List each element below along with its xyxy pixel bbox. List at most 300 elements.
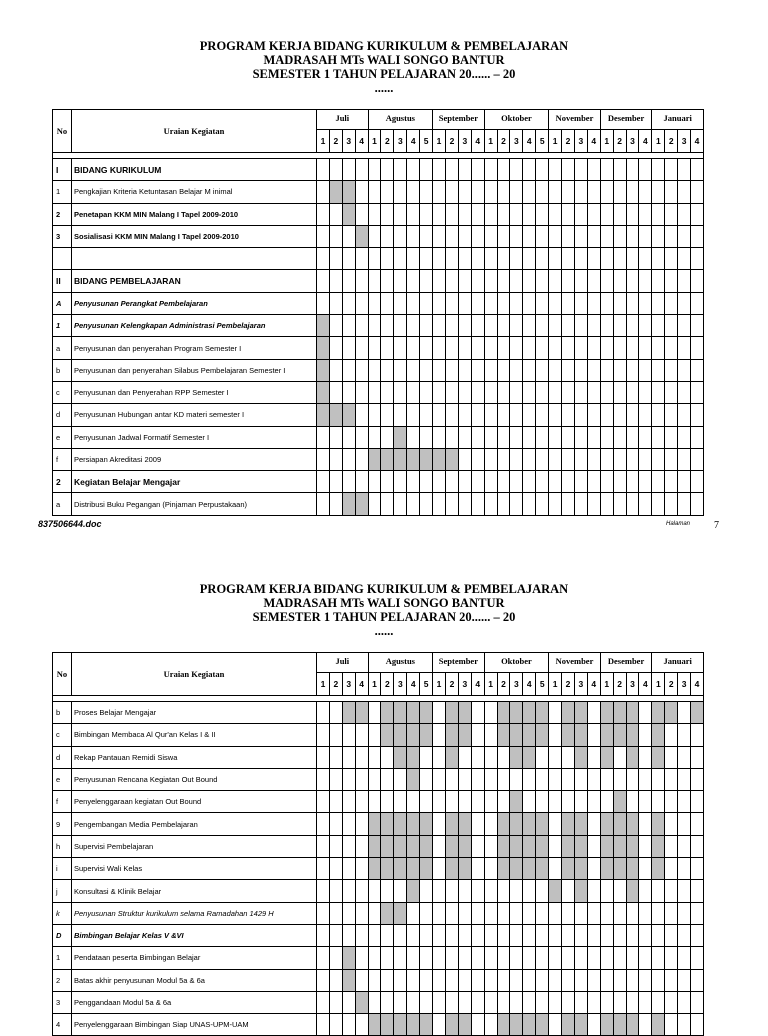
schedule-cell (678, 337, 691, 359)
document-title-line-4: ...... (374, 624, 394, 638)
schedule-cell (381, 381, 394, 403)
schedule-cell (445, 159, 458, 181)
schedule-cell-filled (600, 702, 613, 724)
activity-description: Penyelenggaraan Bimbingan Siap UNAS-UPM-UAM (72, 1014, 317, 1036)
schedule-cell-filled (652, 746, 665, 768)
column-header-uraian: Uraian Kegiatan (72, 110, 317, 153)
schedule-cell-filled (445, 702, 458, 724)
schedule-cell-filled (445, 746, 458, 768)
schedule-cell (484, 493, 497, 515)
schedule-cell (394, 381, 407, 403)
schedule-cell-filled (407, 724, 420, 746)
schedule-cell (329, 702, 342, 724)
schedule-cell (497, 159, 510, 181)
schedule-cell (381, 947, 394, 969)
month-header: Januari (652, 653, 704, 673)
schedule-cell (562, 203, 575, 225)
schedule-cell-filled (368, 448, 381, 470)
schedule-cell (329, 969, 342, 991)
schedule-cell (665, 181, 678, 203)
schedule-cell (626, 203, 639, 225)
schedule-cell (536, 969, 549, 991)
schedule-cell (678, 381, 691, 403)
schedule-cell (652, 791, 665, 813)
schedule-cell (549, 493, 562, 515)
schedule-cell (329, 813, 342, 835)
schedule-cell (394, 203, 407, 225)
schedule-cell (458, 746, 471, 768)
schedule-cell (587, 471, 600, 493)
schedule-cell-filled (381, 835, 394, 857)
schedule-cell (613, 359, 626, 381)
schedule-cell-filled (420, 724, 433, 746)
schedule-cell-filled (433, 448, 446, 470)
schedule-cell-filled (562, 724, 575, 746)
row-number: c (53, 381, 72, 403)
schedule-cell (329, 924, 342, 946)
schedule-cell (484, 248, 497, 270)
schedule-cell (626, 471, 639, 493)
schedule-cell (420, 225, 433, 247)
week-header: 5 (420, 130, 433, 153)
schedule-cell (510, 315, 523, 337)
schedule-cell (536, 292, 549, 314)
week-header: 2 (497, 130, 510, 153)
schedule-cell (497, 225, 510, 247)
schedule-cell (691, 835, 704, 857)
schedule-cell (368, 947, 381, 969)
schedule-cell-filled (342, 181, 355, 203)
schedule-cell (536, 248, 549, 270)
schedule-cell (665, 159, 678, 181)
schedule-cell (613, 448, 626, 470)
week-header: 4 (523, 673, 536, 696)
schedule-cell (407, 203, 420, 225)
schedule-cell (678, 880, 691, 902)
schedule-cell (678, 493, 691, 515)
week-header: 1 (368, 673, 381, 696)
schedule-cell (523, 493, 536, 515)
week-header: 3 (574, 673, 587, 696)
schedule-cell (329, 1014, 342, 1036)
activity-description: Bimbingan Membaca Al Qur'an Kelas I & II (72, 724, 317, 746)
schedule-cell (613, 404, 626, 426)
schedule-cell (574, 270, 587, 292)
schedule-cell (613, 902, 626, 924)
schedule-cell-filled (407, 880, 420, 902)
schedule-cell (329, 880, 342, 902)
schedule-cell-filled (407, 746, 420, 768)
schedule-cell (678, 181, 691, 203)
schedule-cell (420, 270, 433, 292)
schedule-cell (445, 181, 458, 203)
schedule-cell (678, 426, 691, 448)
schedule-cell (497, 991, 510, 1013)
table-row (53, 359, 704, 381)
schedule-cell (497, 181, 510, 203)
row-number: 3 (53, 225, 72, 247)
schedule-cell (691, 181, 704, 203)
schedule-cell-filled (523, 702, 536, 724)
schedule-cell (600, 768, 613, 790)
schedule-cell (317, 969, 330, 991)
schedule-cell (600, 315, 613, 337)
schedule-cell (329, 426, 342, 448)
schedule-cell-filled (458, 835, 471, 857)
schedule-cell (497, 203, 510, 225)
schedule-cell (471, 270, 484, 292)
schedule-cell (665, 315, 678, 337)
schedule-cell (368, 791, 381, 813)
schedule-cell (484, 791, 497, 813)
schedule-cell (433, 991, 446, 1013)
schedule-cell (549, 947, 562, 969)
table-row (53, 404, 704, 426)
schedule-cell (626, 902, 639, 924)
row-number: 3 (53, 991, 72, 1013)
schedule-cell-filled (626, 702, 639, 724)
schedule-cell (549, 270, 562, 292)
schedule-cell-filled (536, 858, 549, 880)
schedule-cell (355, 1014, 368, 1036)
schedule-cell (433, 404, 446, 426)
schedule-cell (536, 471, 549, 493)
schedule-cell-filled (420, 858, 433, 880)
schedule-cell (368, 924, 381, 946)
schedule-cell (394, 248, 407, 270)
schedule-cell (691, 924, 704, 946)
schedule-cell (445, 969, 458, 991)
schedule-cell-filled (497, 858, 510, 880)
schedule-cell (355, 791, 368, 813)
schedule-cell (484, 858, 497, 880)
schedule-cell (691, 880, 704, 902)
schedule-cell-filled (342, 493, 355, 515)
schedule-cell (458, 791, 471, 813)
schedule-cell (665, 858, 678, 880)
schedule-cell-filled (510, 835, 523, 857)
schedule-cell (549, 768, 562, 790)
schedule-cell (691, 991, 704, 1013)
schedule-cell (652, 902, 665, 924)
schedule-cell (678, 813, 691, 835)
schedule-cell (497, 493, 510, 515)
schedule-cell (562, 270, 575, 292)
schedule-cell (626, 991, 639, 1013)
schedule-cell (471, 404, 484, 426)
schedule-cell (394, 947, 407, 969)
schedule-cell (574, 493, 587, 515)
activity-description: Pengkajian Kriteria Ketuntasan Belajar M inimal (72, 181, 317, 203)
schedule-cell (549, 337, 562, 359)
schedule-cell (368, 746, 381, 768)
schedule-cell (549, 448, 562, 470)
schedule-cell-filled (574, 1014, 587, 1036)
schedule-cell (458, 381, 471, 403)
row-number: 9 (53, 813, 72, 835)
schedule-cell-filled (445, 724, 458, 746)
week-header: 1 (317, 673, 330, 696)
schedule-cell (420, 924, 433, 946)
schedule-cell (381, 493, 394, 515)
schedule-cell (523, 902, 536, 924)
schedule-cell (665, 448, 678, 470)
schedule-cell (639, 768, 652, 790)
schedule-cell-filled (510, 858, 523, 880)
schedule-cell-filled (613, 702, 626, 724)
table-header-row-months (53, 110, 704, 130)
week-header: 3 (626, 673, 639, 696)
schedule-cell (355, 426, 368, 448)
table-row (53, 448, 704, 470)
week-header: 2 (329, 673, 342, 696)
schedule-cell (652, 426, 665, 448)
schedule-cell (613, 159, 626, 181)
schedule-cell (342, 381, 355, 403)
schedule-cell (355, 813, 368, 835)
schedule-cell-filled (523, 724, 536, 746)
schedule-cell (368, 969, 381, 991)
schedule-cell (665, 203, 678, 225)
row-number: j (53, 880, 72, 902)
schedule-cell (407, 159, 420, 181)
schedule-cell (368, 724, 381, 746)
schedule-cell (574, 969, 587, 991)
schedule-cell-filled (394, 746, 407, 768)
schedule-cell (317, 791, 330, 813)
schedule-cell (420, 359, 433, 381)
schedule-cell (407, 292, 420, 314)
schedule-cell-filled (562, 858, 575, 880)
schedule-cell-filled (407, 768, 420, 790)
schedule-cell (329, 359, 342, 381)
schedule-cell (665, 746, 678, 768)
schedule-cell (549, 813, 562, 835)
schedule-cell (665, 248, 678, 270)
schedule-cell-filled (368, 858, 381, 880)
table-row (53, 270, 704, 292)
schedule-cell (458, 225, 471, 247)
schedule-cell (652, 159, 665, 181)
schedule-cell (562, 791, 575, 813)
week-header: 4 (471, 130, 484, 153)
schedule-cell (574, 315, 587, 337)
schedule-cell (549, 471, 562, 493)
schedule-cell (445, 248, 458, 270)
schedule-cell (665, 791, 678, 813)
schedule-cell (407, 791, 420, 813)
schedule-cell-filled (445, 1014, 458, 1036)
schedule-cell-filled (407, 858, 420, 880)
schedule-cell-filled (394, 813, 407, 835)
schedule-cell (433, 159, 446, 181)
schedule-cell-filled (407, 835, 420, 857)
schedule-cell (317, 493, 330, 515)
schedule-cell-filled (381, 724, 394, 746)
schedule-cell (471, 381, 484, 403)
schedule-cell (317, 203, 330, 225)
schedule-cell (549, 248, 562, 270)
schedule-cell (329, 991, 342, 1013)
schedule-cell (433, 813, 446, 835)
schedule-cell (691, 969, 704, 991)
month-header: Juli (317, 653, 369, 673)
schedule-cell (394, 991, 407, 1013)
schedule-cell (626, 448, 639, 470)
activity-description: Penyusunan Kelengkapan Administrasi Pembelajaran (72, 315, 317, 337)
schedule-cell-filled (523, 746, 536, 768)
schedule-cell (355, 471, 368, 493)
schedule-cell-filled (381, 902, 394, 924)
schedule-cell (368, 270, 381, 292)
schedule-cell-filled (381, 1014, 394, 1036)
schedule-cell (342, 159, 355, 181)
schedule-cell (562, 337, 575, 359)
schedule-cell (626, 315, 639, 337)
schedule-cell (652, 315, 665, 337)
schedule-cell (652, 768, 665, 790)
week-header: 1 (433, 673, 446, 696)
schedule-cell (536, 924, 549, 946)
schedule-cell (523, 359, 536, 381)
activity-description: Penyelenggaraan kegiatan Out Bound (72, 791, 317, 813)
schedule-cell (381, 203, 394, 225)
schedule-cell (549, 746, 562, 768)
schedule-cell (562, 426, 575, 448)
schedule-cell (600, 181, 613, 203)
schedule-cell (678, 702, 691, 724)
schedule-cell (587, 902, 600, 924)
week-header: 3 (342, 673, 355, 696)
schedule-cell (600, 248, 613, 270)
schedule-cell-filled (368, 835, 381, 857)
schedule-cell (587, 426, 600, 448)
week-header: 4 (407, 130, 420, 153)
activity-description: Penyusunan Struktur kurikulum selama Ramadahan 1429 H (72, 902, 317, 924)
schedule-cell (613, 381, 626, 403)
schedule-cell (484, 337, 497, 359)
schedule-cell (420, 292, 433, 314)
table-row (53, 337, 704, 359)
schedule-cell (678, 746, 691, 768)
schedule-cell (420, 404, 433, 426)
schedule-cell (574, 924, 587, 946)
week-header: 2 (665, 130, 678, 153)
schedule-cell (626, 969, 639, 991)
schedule-cell (549, 225, 562, 247)
schedule-cell (342, 292, 355, 314)
schedule-cell (665, 426, 678, 448)
schedule-cell (536, 315, 549, 337)
schedule-cell (549, 404, 562, 426)
schedule-cell (523, 159, 536, 181)
schedule-cell (639, 448, 652, 470)
schedule-cell (497, 270, 510, 292)
schedule-cell (574, 203, 587, 225)
schedule-cell-filled (458, 724, 471, 746)
activity-description: Penyusunan Perangkat Pembelajaran (72, 292, 317, 314)
schedule-cell (639, 203, 652, 225)
schedule-cell (549, 381, 562, 403)
schedule-cell-filled (497, 813, 510, 835)
schedule-cell (665, 270, 678, 292)
schedule-cell (317, 724, 330, 746)
schedule-cell (355, 270, 368, 292)
week-header: 3 (510, 130, 523, 153)
schedule-cell (497, 471, 510, 493)
schedule-cell (342, 426, 355, 448)
schedule-cell (678, 902, 691, 924)
schedule-cell (342, 902, 355, 924)
schedule-cell (484, 969, 497, 991)
schedule-cell (355, 768, 368, 790)
schedule-cell (600, 337, 613, 359)
schedule-cell (471, 969, 484, 991)
schedule-cell (471, 746, 484, 768)
schedule-cell-filled (342, 203, 355, 225)
schedule-cell (523, 203, 536, 225)
schedule-cell (381, 404, 394, 426)
schedule-cell (458, 315, 471, 337)
schedule-cell (639, 292, 652, 314)
schedule-cell (355, 835, 368, 857)
schedule-cell (549, 902, 562, 924)
schedule-cell (329, 724, 342, 746)
schedule-cell (510, 991, 523, 1013)
schedule-cell (458, 404, 471, 426)
schedule-cell (497, 924, 510, 946)
schedule-cell (574, 947, 587, 969)
schedule-cell-filled (355, 493, 368, 515)
week-header: 2 (613, 130, 626, 153)
schedule-cell (368, 702, 381, 724)
schedule-cell (420, 337, 433, 359)
schedule-cell (639, 426, 652, 448)
schedule-cell (420, 248, 433, 270)
activity-description: Konsultasi & Klinik Belajar (72, 880, 317, 902)
schedule-cell (394, 337, 407, 359)
schedule-cell (626, 924, 639, 946)
schedule-cell (471, 835, 484, 857)
week-header: 2 (665, 673, 678, 696)
schedule-cell (562, 880, 575, 902)
schedule-cell (433, 471, 446, 493)
schedule-cell-filled (652, 702, 665, 724)
schedule-cell (407, 426, 420, 448)
schedule-cell (626, 337, 639, 359)
schedule-cell-filled (574, 724, 587, 746)
schedule-cell (317, 225, 330, 247)
schedule-cell-filled (420, 1014, 433, 1036)
schedule-cell-filled (445, 835, 458, 857)
schedule-cell (329, 381, 342, 403)
schedule-cell (329, 746, 342, 768)
schedule-cell (471, 924, 484, 946)
schedule-cell (471, 426, 484, 448)
schedule-cell (523, 991, 536, 1013)
schedule-cell (562, 991, 575, 1013)
schedule-cell (355, 448, 368, 470)
schedule-cell (639, 159, 652, 181)
week-header: 5 (536, 130, 549, 153)
schedule-cell (458, 969, 471, 991)
schedule-cell (317, 880, 330, 902)
schedule-cell (549, 159, 562, 181)
schedule-cell (381, 337, 394, 359)
schedule-cell (458, 902, 471, 924)
schedule-cell (407, 991, 420, 1013)
month-header: Agustus (368, 653, 433, 673)
